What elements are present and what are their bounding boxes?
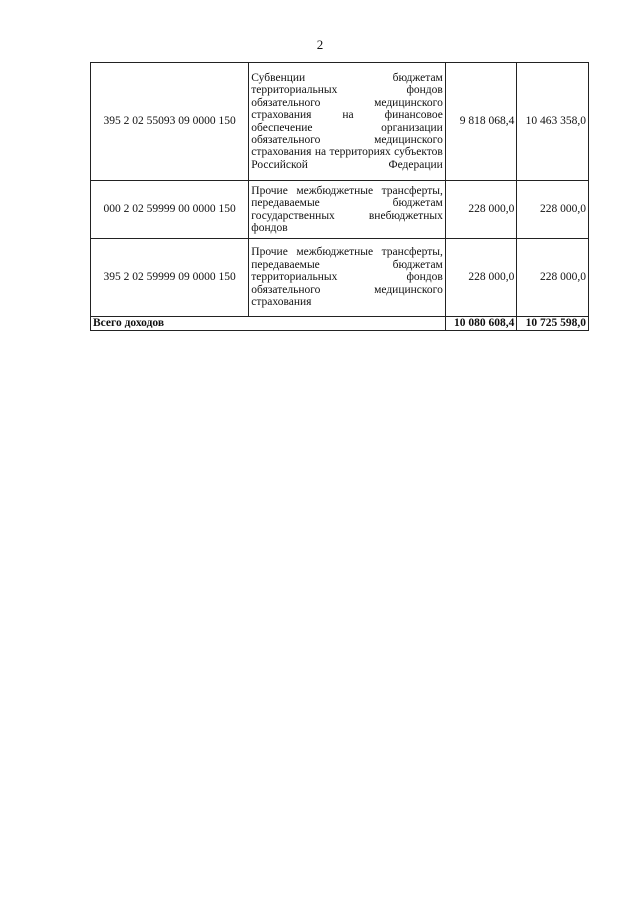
- budget-code-cell: 395 2 02 55093 09 0000 150: [91, 63, 249, 181]
- income-name-cell: [249, 63, 446, 181]
- value-1-cell: 228 000,0: [445, 239, 517, 317]
- value-2-cell: 10 463 358,0: [517, 63, 589, 181]
- income-name-cell: [249, 181, 446, 239]
- table-row: [91, 181, 589, 239]
- income-name-text: Субвенции бюджетам территориальных фондов обязательного медицинского страхования на финансовое обеспечение организации обязательного медицинского страхования на территориях субъектов Российской Федерации: [251, 71, 443, 171]
- page-number: 2: [316, 37, 324, 52]
- total-row: [91, 317, 589, 331]
- income-name-text: Прочие межбюджетные трансферты, передаваемые бюджетам территориальных фондов обязательного медицинского страхования: [251, 246, 443, 309]
- total-label: Всего доходов: [91, 317, 446, 331]
- income-table: [90, 62, 589, 331]
- budget-code-cell: 395 2 02 59999 09 0000 150: [91, 239, 249, 317]
- total-value-2: 10 725 598,0: [517, 317, 589, 331]
- value-2-cell: 228 000,0: [517, 239, 589, 317]
- total-value-1: 10 080 608,4: [445, 317, 517, 331]
- value-1-cell: 9 818 068,4: [445, 63, 517, 181]
- budget-code-cell: 000 2 02 59999 00 0000 150: [91, 181, 249, 239]
- income-name-cell: [249, 239, 446, 317]
- table-row: [91, 63, 589, 181]
- income-name-text: Прочие межбюджетные трансферты, передаваемые бюджетам государственных внебюджетных фондов: [251, 184, 443, 234]
- table-row: [91, 239, 589, 317]
- value-2-cell: 228 000,0: [517, 181, 589, 239]
- value-1-cell: 228 000,0: [445, 181, 517, 239]
